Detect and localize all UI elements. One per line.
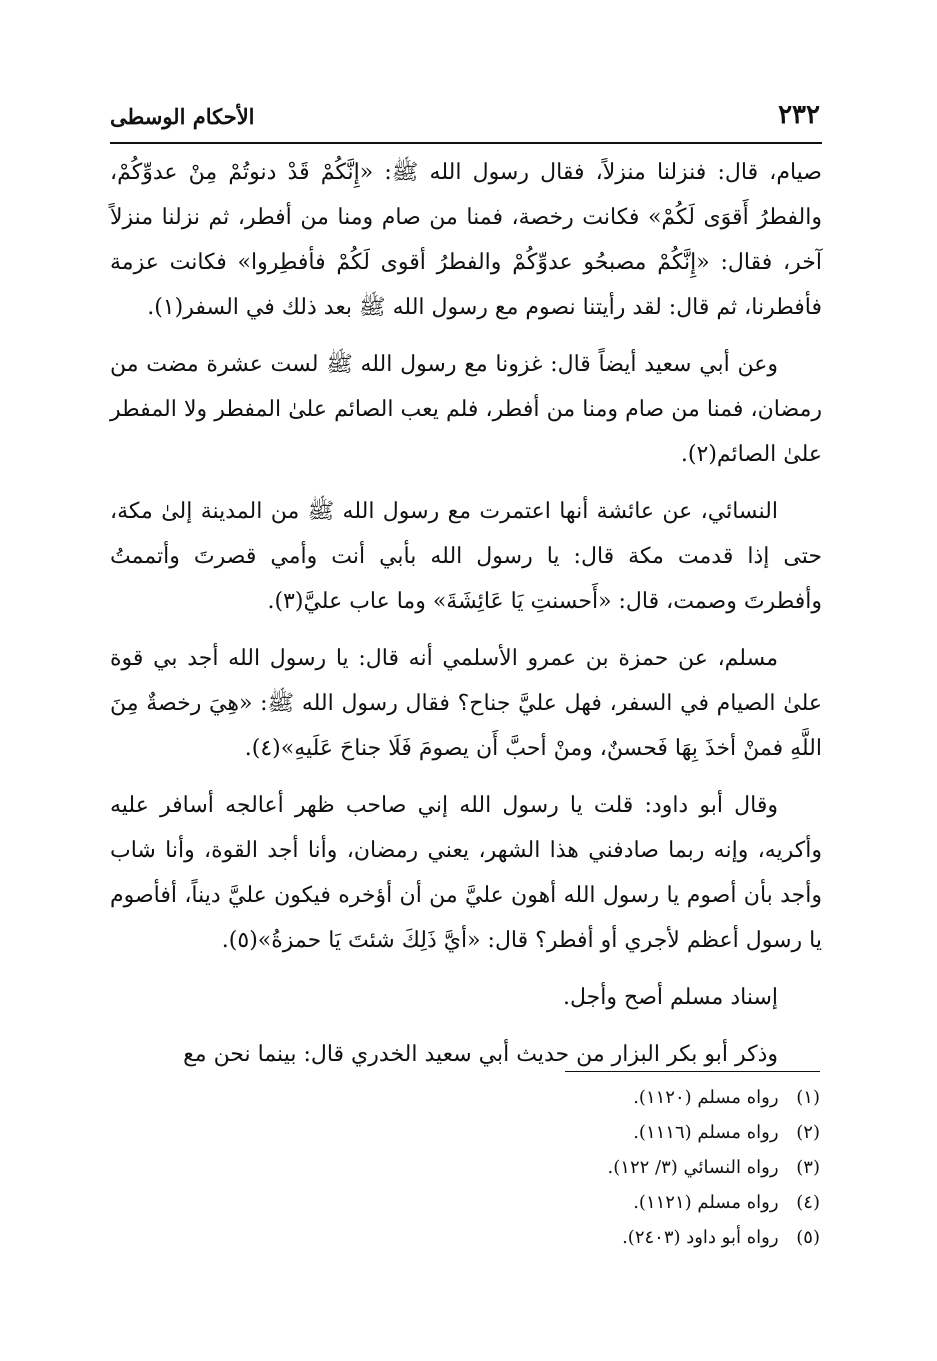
paragraph: وقال أبو داود: قلت يا رسول الله إني صاحب ظهر أعالجه أسافر عليه وأكريه، وإنه ربما صادفني هذا الشهر، يعني رمضان، وأنا أجد القوة، وأنا شاب وأجد بأن أصوم يا رسول الله أهون عليَّ من أن أؤخره فيكون عليَّ ديناً، أفأصوم يا رسول أعظم لأجري أو أفطر؟ قال: «أيَّ ذَلِكَ شئتَ يَا حمزةُ»(٥). [110,793,822,953]
footnote-number: (٥) [796,1227,820,1248]
footnote-divider [565,1071,820,1072]
paragraph: النسائي، عن عائشة أنها اعتمرت مع رسول الله ﷺ من المدينة إلىٰ مكة، حتى إذا قدمت مكة قال: يا رسول الله بأبي أنت وأمي قصرتَ وأتممتُ وأفطرتَ وصمت، قال: «أَحسنتِ يَا عَائِشَةَ» وما عاب عليَّ(٣). [110,499,822,614]
paragraph: صيام، قال: فنزلنا منزلاً، فقال رسول الله ﷺ: «إِنَّكُمْ قَدْ دنوتُمْ مِنْ عدوِّكُمْ، والفطرُ أَقوَى لَكُمْ» فكانت رخصة، فمنا من صام ومنا من أفطر، ثم نزلنا منزلاً آخر، فقال: «إِنَّكُمْ مصبحُو عدوِّكُمْ والفطرُ أقوى لَكُمْ فأفطِروا» فكانت عزمة فأفطرنا، ثم قال: لقد رأيتنا نصوم مع رسول الله ﷺ بعد ذلك في السفر(١). [110,160,822,320]
header-divider [110,142,822,144]
footnote-text: رواه النسائي (٣/ ١٢٢). [607,1157,779,1178]
paragraph: وذكر أبو بكر البزار من حديث أبي سعيد الخدري قال: بينما نحن مع [183,1042,778,1067]
footnote-number: (٢) [796,1122,820,1143]
footnote-number: (٤) [796,1192,820,1213]
footnote-item [320,1150,820,1185]
footnote-item [320,1185,820,1220]
footnote-text: رواه أبو داود (٢٤٠٣). [622,1227,779,1248]
paragraph: إسناد مسلم أصح وأجل. [563,985,778,1010]
footnote-item [320,1115,820,1150]
footnote-number: (١) [796,1087,820,1108]
footnote-text: رواه مسلم (١١٢١). [633,1192,779,1213]
footnote-item [320,1080,820,1115]
running-title: الأحكام الوسطى [110,104,255,129]
footnote-item [320,1220,820,1255]
footnotes [320,1080,820,1255]
paragraph: مسلم، عن حمزة بن عمرو الأسلمي أنه قال: يا رسول الله أجد بي قوة علىٰ الصيام في السفر، فهل عليَّ جناح؟ فقال رسول الله ﷺ: «هِيَ رخصةٌ مِنَ اللَّهِ فمنْ أخذَ بِهَا فَحسنٌ، ومنْ أحبَّ أَن يصومَ فَلَا جناحَ عَلَيهِ»(٤). [110,646,822,761]
main-text [110,150,822,1067]
page-number: ٢٣٢ [778,100,820,130]
paragraph: وعن أبي سعيد أيضاً قال: غزونا مع رسول الله ﷺ لست عشرة مضت من رمضان، فمنا من صام ومنا من أفطر، فلم يعب الصائم علىٰ المفطر ولا المفطر علىٰ الصائم(٢). [110,352,822,467]
page-header [110,100,820,140]
footnote-text: رواه مسلم (١١١٦). [633,1122,779,1143]
footnote-text: رواه مسلم (١١٢٠). [633,1087,779,1108]
footnote-number: (٣) [796,1157,820,1178]
